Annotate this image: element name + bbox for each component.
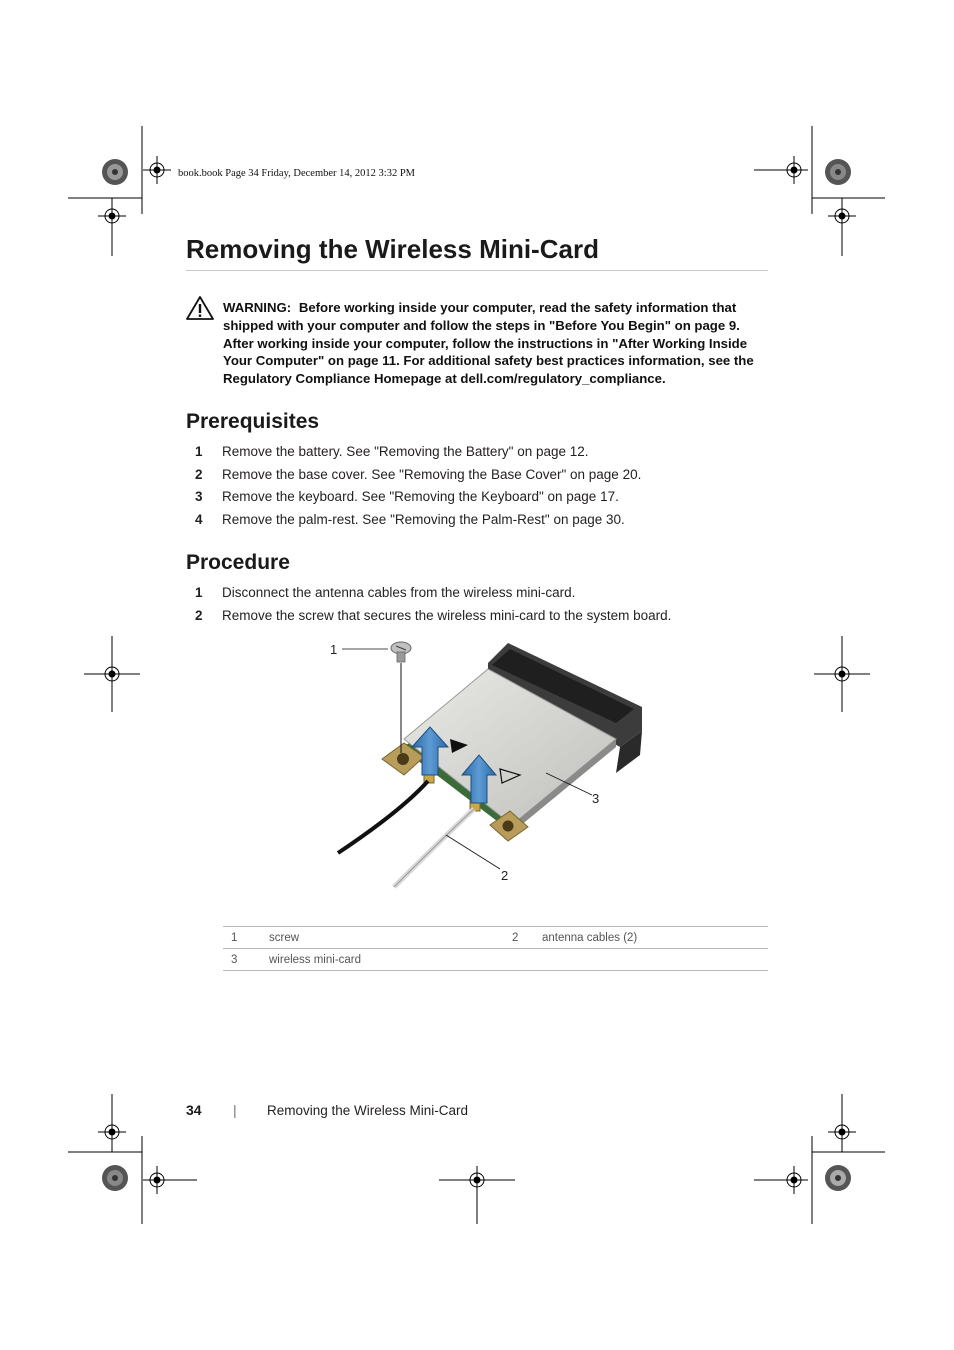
list-item	[195, 608, 671, 628]
list-item	[195, 444, 589, 464]
title-divider	[186, 270, 768, 271]
callout-3: 3	[592, 791, 600, 806]
warning-notice	[223, 299, 771, 388]
page-number: 34	[186, 1102, 202, 1118]
step-text: Disconnect the antenna cables from the wireless mini-card.	[222, 585, 576, 600]
warning-label: WARNING:	[223, 300, 292, 315]
legend-label	[542, 949, 768, 971]
list-item	[195, 489, 619, 509]
legend-number: 3	[223, 949, 269, 971]
legend-label: screw	[269, 927, 505, 949]
step-text: Remove the palm-rest. See "Removing the Palm-Rest" on page 30.	[222, 512, 625, 527]
legend-number: 1	[223, 927, 269, 949]
step-text: Remove the base cover. See "Removing the Base Cover" on page 20.	[222, 467, 642, 482]
step-number: 3	[195, 489, 203, 504]
legend-number	[505, 949, 542, 971]
table-row	[223, 949, 768, 971]
figure-legend-table	[223, 926, 768, 971]
table-row	[223, 927, 768, 949]
step-number: 2	[195, 608, 203, 623]
warning-text: Before working inside your computer, read the safety information that shipped with your computer and follow the steps in "Before You Begin" on page 9. After working inside your computer, follow the instructions in "After Working Inside Your Computer" on page 11. For additional safety best practices information, see the Regulatory Compliance Homepage at dell.com/regulatory_compliance.	[223, 300, 754, 387]
step-text: Remove the battery. See "Removing the Battery" on page 12.	[222, 444, 589, 459]
step-number: 2	[195, 467, 203, 482]
step-number: 1	[195, 444, 203, 459]
warning-triangle-icon	[185, 295, 215, 321]
mini-card-illustration	[320, 635, 660, 895]
step-text: Remove the screw that secures the wireless mini-card to the system board.	[222, 608, 672, 623]
legend-label: wireless mini-card	[269, 949, 505, 971]
footer-separator: |	[233, 1102, 237, 1118]
procedure-heading: Procedure	[186, 551, 290, 574]
step-text: Remove the keyboard. See "Removing the Keyboard" on page 17.	[222, 489, 619, 504]
callout-1: 1	[330, 642, 338, 657]
list-item	[195, 467, 641, 487]
page-title: Removing the Wireless Mini-Card	[186, 234, 599, 264]
callout-2: 2	[501, 868, 509, 883]
legend-label: antenna cables (2)	[542, 927, 768, 949]
print-slug-line: book.book Page 34 Friday, December 14, 2012 3:32 PM	[178, 168, 415, 179]
step-number: 4	[195, 512, 203, 527]
step-number: 1	[195, 585, 203, 600]
list-item	[195, 585, 575, 605]
legend-number: 2	[505, 927, 542, 949]
prerequisites-heading: Prerequisites	[186, 410, 320, 433]
footer-section-title: Removing the Wireless Mini-Card	[267, 1103, 469, 1118]
list-item	[195, 512, 625, 532]
